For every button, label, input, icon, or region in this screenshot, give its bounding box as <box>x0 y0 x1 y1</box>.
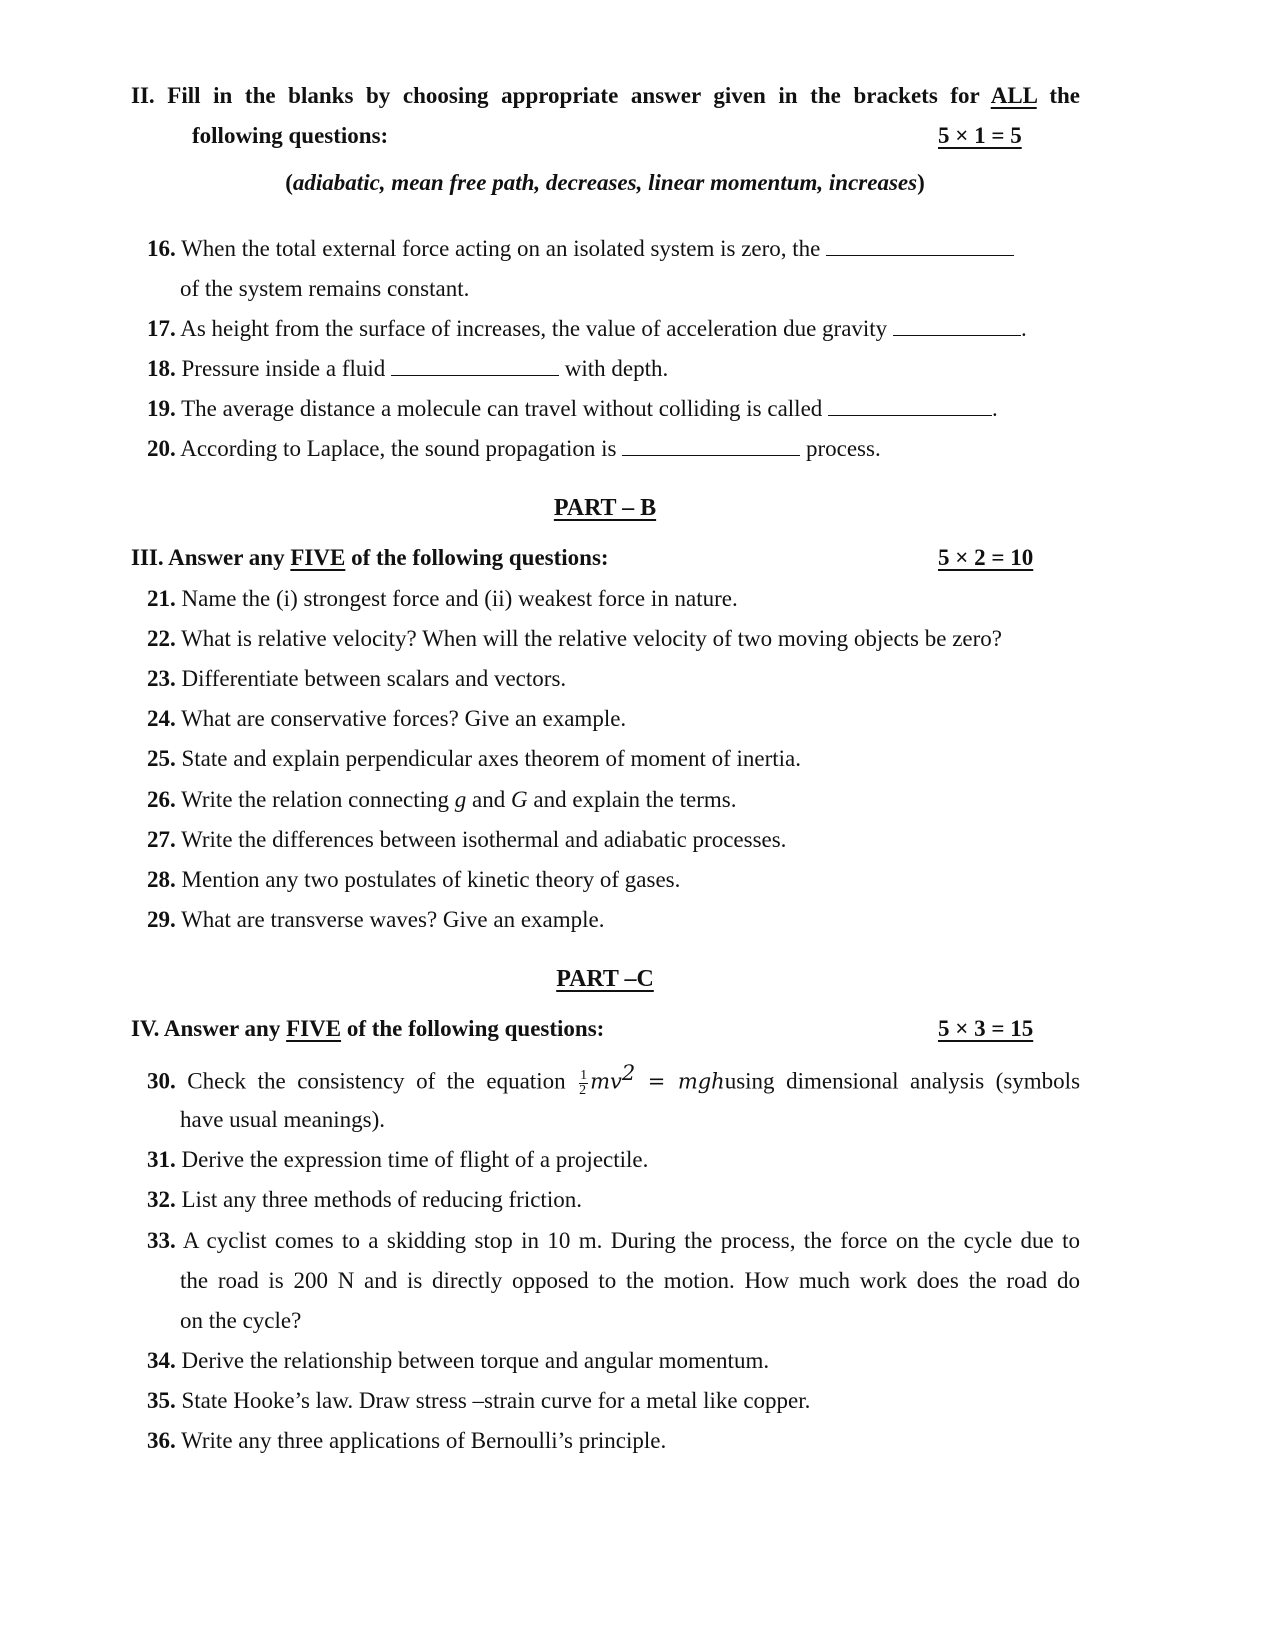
question-32: 32. List any three methods of reducing friction. <box>147 1187 582 1212</box>
question-33: 33. A cyclist comes to a skidding stop in 10 m. During the process, the force on the cycle due to <box>147 1228 1080 1253</box>
answer-blank[interactable] <box>828 397 992 416</box>
question-33-line3: on the cycle? <box>180 1308 302 1333</box>
question-21: 21. Name the (i) strongest force and (ii) weakest force in nature. <box>147 586 738 611</box>
answer-blank[interactable] <box>826 237 1014 256</box>
question-28: 28. Mention any two postulates of kinetic theory of gases. <box>147 867 681 892</box>
fraction-one-half: $\frac{1}{2}$ <box>579 1067 588 1098</box>
question-31: 31. Derive the expression time of flight of a projectile. <box>147 1147 649 1172</box>
section3-heading: III. Answer any FIVE of the following questions: <box>131 545 609 570</box>
question-22: 22. What is relative velocity? When will the relative velocity of two moving objects be zero? <box>147 626 1002 651</box>
question-30-cont: have usual meanings). <box>180 1107 386 1132</box>
question-30: 30. Check the consistency of the equation $\frac{1}{2}$ $mv^2$ = mghusing dimensional analysis (symbols <box>147 1061 1081 1098</box>
section2-heading-line2: following questions: <box>192 123 389 148</box>
question-33-line2: the road is 200 N and is directly opposed to the motion. How much work does the road do <box>180 1268 1080 1293</box>
question-35: 35. State Hooke’s law. Draw stress –strain curve for a metal like copper. <box>147 1388 811 1413</box>
question-19: 19. The average distance a molecule can travel without colliding is called . <box>147 396 998 421</box>
answer-blank[interactable] <box>893 317 1021 336</box>
answer-options: (adiabatic, mean free path, decreases, linear momentum, increases) <box>285 170 925 195</box>
section3-marks: 5 × 2 = 10 <box>938 545 1034 570</box>
question-26: 26. Write the relation connecting g and G and explain the terms. <box>147 787 737 812</box>
part-b-title: PART – B <box>553 495 657 521</box>
question-36: 36. Write any three applications of Bernoulli’s principle. <box>147 1428 667 1453</box>
question-24: 24. What are conservative forces? Give an example. <box>147 706 627 731</box>
section2-number: II. <box>131 83 155 108</box>
section4-heading: IV. Answer any FIVE of the following questions: <box>131 1016 605 1041</box>
question-16-cont: of the system remains constant. <box>180 276 470 301</box>
question-23: 23. Differentiate between scalars and vectors. <box>147 666 567 691</box>
question-27: 27. Write the differences between isothermal and adiabatic processes. <box>147 827 787 852</box>
question-34: 34. Derive the relationship between torque and angular momentum. <box>147 1348 770 1373</box>
answer-blank[interactable] <box>391 357 559 376</box>
section2-all: ALL <box>990 83 1037 108</box>
section2-heading-text: Fill in the blanks by choosing appropriate answer given in the brackets for <box>167 83 980 108</box>
question-18: 18. Pressure inside a fluid with depth. <box>147 356 669 381</box>
answer-blank[interactable] <box>622 437 800 456</box>
section2-the: the <box>1049 83 1081 108</box>
question-17: 17. As height from the surface of increases, the value of acceleration due gravity . <box>147 316 1027 341</box>
question-20: 20. According to Laplace, the sound propagation is process. <box>147 436 881 461</box>
section4-marks: 5 × 3 = 15 <box>938 1016 1034 1041</box>
question-25: 25. State and explain perpendicular axes theorem of moment of inertia. <box>147 746 801 771</box>
part-c-title: PART –C <box>556 966 654 992</box>
question-29: 29. What are transverse waves? Give an example. <box>147 907 605 932</box>
section2-heading <box>131 84 1080 107</box>
section2-marks: 5 × 1 = 5 <box>938 123 1022 148</box>
question-16: 16. When the total external force acting on an isolated system is zero, the <box>147 237 1014 260</box>
answer-options-list: adiabatic, mean free path, decreases, linear momentum, increases <box>292 170 918 195</box>
